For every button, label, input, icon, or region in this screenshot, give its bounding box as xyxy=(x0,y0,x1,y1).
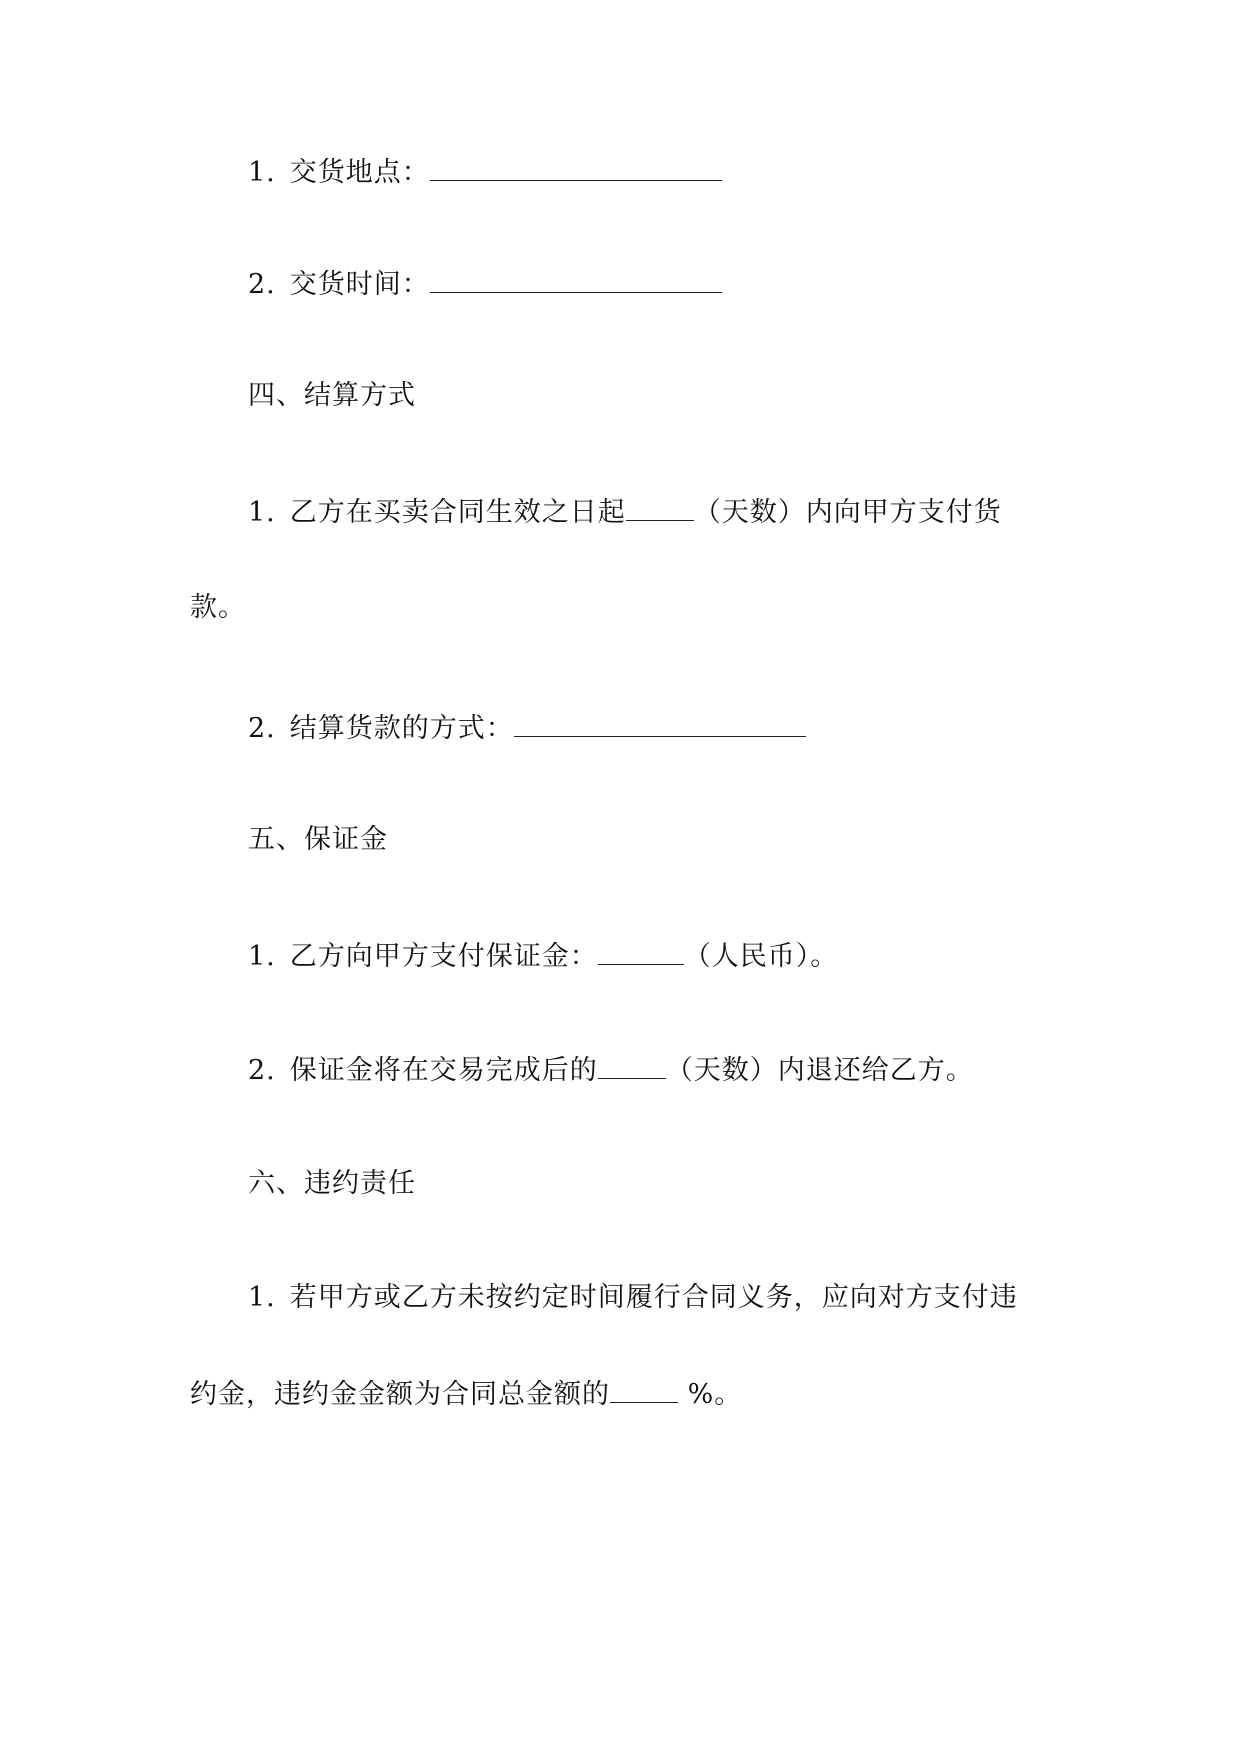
clause-text: 乙方在买卖合同生效之日起 xyxy=(289,497,626,528)
clause-number: 2. xyxy=(248,1055,276,1086)
clause-number: 1. xyxy=(248,1282,276,1313)
fill-in-blank[interactable] xyxy=(430,154,722,181)
clause-label: 结算货款的方式： xyxy=(289,713,514,744)
clause-label: 交货地点： xyxy=(289,157,430,188)
section-heading: 六、违约责任 xyxy=(248,1168,416,1199)
clause-text: 约金，违约金金额为合同总金额的 xyxy=(190,1379,610,1410)
clause-delivery-time xyxy=(248,266,722,303)
clause-payment-method xyxy=(248,710,806,747)
clause-number: 1. xyxy=(248,941,276,972)
clause-text: （天数）内向甲方支付货 xyxy=(693,497,1002,528)
clause-text: 保证金将在交易完成后的 xyxy=(289,1055,598,1086)
clause-text: %。 xyxy=(678,1379,743,1410)
clause-text: 若甲方或乙方未按约定时间履行合同义务，应向对方支付违 xyxy=(289,1282,1018,1313)
clause-payment-term-wrap: 款。 xyxy=(190,592,246,623)
clause-text: 乙方向甲方支付保证金： xyxy=(289,941,598,972)
section-heading: 四、结算方式 xyxy=(248,380,416,411)
clause-text: （人民币）。 xyxy=(683,941,839,972)
clause-text: （天数）内退还给乙方。 xyxy=(665,1055,974,1086)
clause-number: 2. xyxy=(248,269,276,300)
fill-in-blank[interactable] xyxy=(430,266,722,293)
fill-in-blank[interactable] xyxy=(598,938,684,965)
clause-payment-term xyxy=(248,494,1002,531)
clause-label: 交货时间： xyxy=(289,269,430,300)
clause-number: 2. xyxy=(248,713,276,744)
clause-delivery-place xyxy=(248,154,722,191)
fill-in-blank[interactable] xyxy=(626,494,694,521)
clause-liability-wrap xyxy=(190,1376,742,1413)
clause-deposit-refund xyxy=(248,1052,974,1089)
clause-number: 1. xyxy=(248,157,276,188)
fill-in-blank[interactable] xyxy=(598,1052,666,1079)
clause-deposit-amount xyxy=(248,938,838,975)
fill-in-blank[interactable] xyxy=(514,710,806,737)
clause-liability xyxy=(248,1280,1018,1316)
section-heading: 五、保证金 xyxy=(248,824,388,855)
clause-number: 1. xyxy=(248,497,276,528)
fill-in-blank[interactable] xyxy=(610,1376,678,1403)
